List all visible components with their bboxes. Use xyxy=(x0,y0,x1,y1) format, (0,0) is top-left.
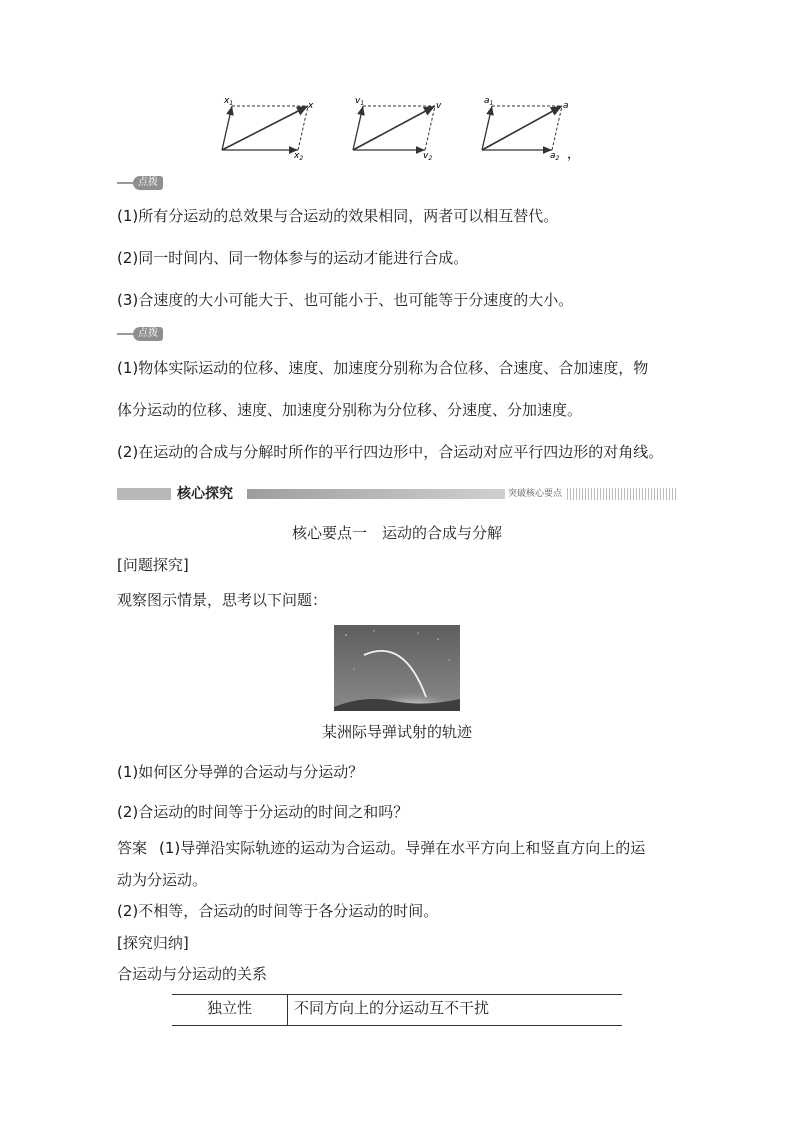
diagram-velocity xyxy=(353,96,442,162)
label-v1: $v_1$ xyxy=(355,96,365,107)
label-x1: $x_1$ xyxy=(224,96,234,107)
section-bar xyxy=(117,485,677,503)
answer-line-1 xyxy=(117,838,645,858)
answer-line-2: 动为分运动。 xyxy=(117,871,208,889)
missile-photo xyxy=(334,625,460,711)
trailing-comma: ， xyxy=(567,147,581,162)
relation-title: 合运动与分运动的关系 xyxy=(117,965,268,983)
tip2-item-2: (2)在运动的合成与分解时所作的平行四边形中，合运动对应平行四边形的对角线。 xyxy=(117,443,664,461)
diagram-displacement xyxy=(222,96,314,162)
table-row xyxy=(172,995,622,1026)
key-point-heading: 核心要点一 运动的合成与分解 xyxy=(291,524,502,542)
vector-diagrams xyxy=(210,92,590,164)
label-v: v xyxy=(436,101,442,111)
tip-tag-label: 点拨 xyxy=(133,327,163,341)
question-1: (1)如何区分导弹的合运动与分运动？ xyxy=(117,763,364,781)
label-x: x xyxy=(308,101,314,111)
tip2-item-1-line-2: 体分运动的位移、速度、加速度分别称为分位移、分速度、分加速度。 xyxy=(117,401,583,419)
photo-caption: 某洲际导弹试射的轨迹 xyxy=(321,723,472,741)
tip-tag-1 xyxy=(117,176,165,190)
section-title: 核心探究 xyxy=(177,486,233,502)
label-x2: $x_2$ xyxy=(294,151,304,162)
table-key: 独立性 xyxy=(172,995,288,1026)
missile-trajectory-image xyxy=(334,625,460,711)
label-a: a xyxy=(563,101,569,111)
tip1-item-3: (3)合速度的大小可能大于、也可能小于、也可能等于分速度的大小。 xyxy=(117,291,574,309)
answer-label: 答案 xyxy=(117,839,148,857)
relation-table xyxy=(172,994,622,1026)
tip-tag-2 xyxy=(117,327,165,341)
diagram-acceleration xyxy=(482,96,569,162)
tip2-item-1-line-1: (1)物体实际运动的位移、速度、加速度分别称为合位移、合速度、合加速度，物 xyxy=(117,359,649,377)
label-v2: $v_2$ xyxy=(423,151,433,162)
tip1-item-2: (2)同一时间内、同一物体参与的运动才能进行合成。 xyxy=(117,249,469,267)
answer-text-1: (1)导弹沿实际轨迹的运动为合运动。导弹在水平方向上和竖直方向上的运 xyxy=(159,839,646,857)
question-2: (2)合运动的时间等于分运动的时间之和吗？ xyxy=(117,803,409,821)
label-a2: $a_2$ xyxy=(550,151,560,162)
label-a1: $a_1$ xyxy=(484,96,494,107)
answer-line-3: (2)不相等，合运动的时间等于各分运动的时间。 xyxy=(117,902,439,920)
summary-label: [探究归纳] xyxy=(117,934,189,952)
tip1-item-1: (1)所有分运动的总效果与合运动的效果相同，两者可以相互替代。 xyxy=(117,207,559,225)
tip-tag-label: 点拨 xyxy=(133,176,163,190)
problem-intro: 观察图示情景，思考以下问题： xyxy=(117,591,328,609)
section-right-label: 突破核心要点 xyxy=(505,487,565,501)
problem-label: [问题探究] xyxy=(117,556,189,574)
table-value: 不同方向上的分运动互不干扰 xyxy=(288,995,623,1026)
